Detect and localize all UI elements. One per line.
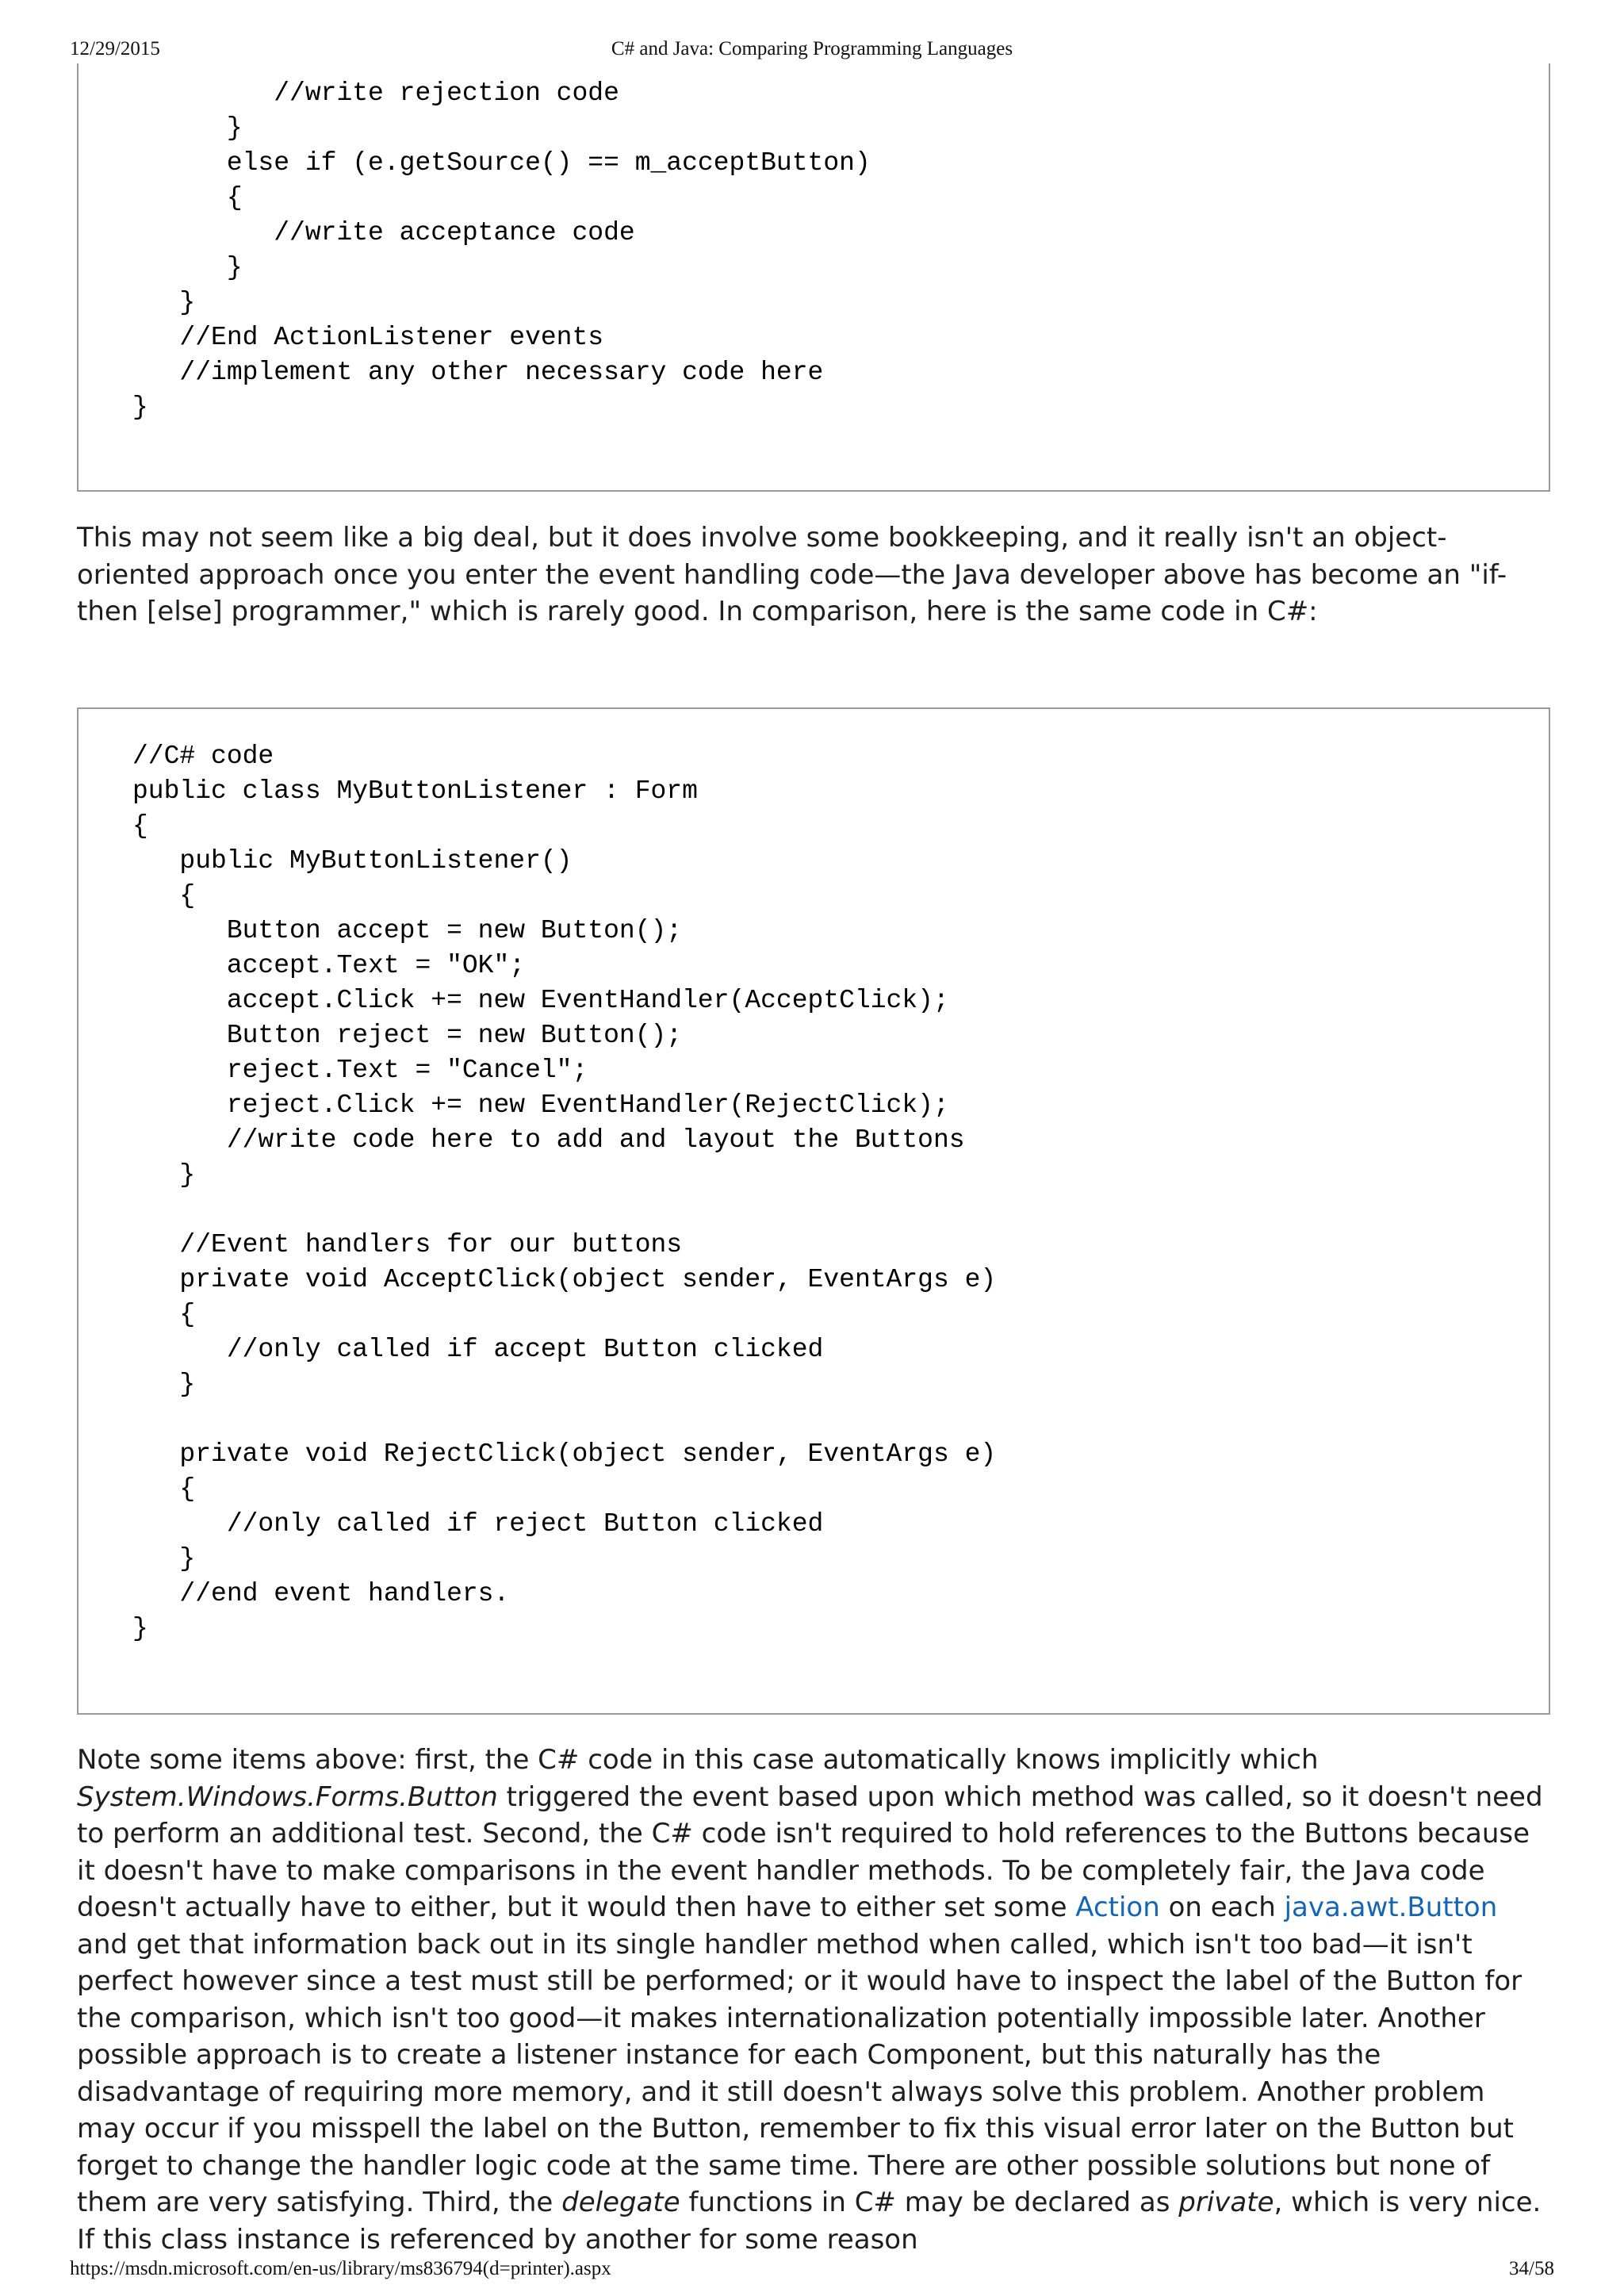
paragraph-text: and get that information back out in its single handler method when called, which isn't too bad—it isn't perfect however since a test must still be performed; or it would have to inspect the label of the Button for the comparison, which isn't too good—it makes internationalization potentially impossible later. Another possible approach is to create a listener instance for each Component, but this naturally has the disadvantage of requiring more memory, and it still doesn't always solve this problem. Another problem may occur if you misspell the label on the Button, remember to fix this visual error later on the Button but forget to change the handler logic code at the same time. There are other possible solutions but none of them are very satisfying. Third, the xyxy=(77,1928,1522,2218)
code-block-java-end xyxy=(77,63,1550,492)
paragraph-text: Note some items above: first, the C# code in this case automatically knows implicitly which xyxy=(77,1744,1319,1776)
page-number: 34/58 xyxy=(1509,2258,1554,2279)
emphasis-delegate: delegate xyxy=(561,2187,680,2218)
print-title: C# and Java: Comparing Programming Languages xyxy=(611,38,1013,59)
paragraph-text: functions in C# may be declared as xyxy=(680,2187,1179,2218)
paragraph-notes xyxy=(77,1742,1552,2258)
paragraph-comparison-intro: This may not seem like a big deal, but it does involve some bookkeeping, and it really isn't an object-oriented approach once you enter the event handling code—the Java developer above has become an "if-then [else] programmer," which is rarely good. In comparison, here is the same code in C#: xyxy=(77,522,1507,627)
code-text-2: //C# code public class MyButtonListener : Form { public MyButtonListener() { Button accept = new Button(); accept.Text = "OK"; accept.Click += new EventHandler(AcceptClick); Button reject = new Button(); reject.Text = "Cancel"; reject.Click += new EventHandler(RejectClick); //write code here to add and layout the Buttons } //Event handlers for our buttons private void AcceptClick(object sender, EventArgs e) { //only called if accept Button clicked } private void RejectClick(object sender, EventArgs e) { //only called if reject Button clicked } //end event handlers. } xyxy=(132,742,997,1643)
paragraph-text: on each xyxy=(1159,1892,1285,1923)
code-text-1: //write rejection code } else if (e.getSource() == m_acceptButton) { //write acceptance code } } //End ActionListener events //implement any other necessary code here } xyxy=(132,79,871,422)
link-action[interactable]: Action xyxy=(1075,1892,1160,1923)
emphasis-private: private xyxy=(1178,2187,1274,2218)
print-footer xyxy=(70,2258,1554,2290)
code-block-csharp xyxy=(77,707,1550,1715)
print-url: https://msdn.microsoft.com/en-us/library/ms836794(d=printer).aspx xyxy=(70,2258,611,2279)
paragraph-text: , which is very nice. If this class instance is referenced by another for some reason xyxy=(77,2187,1542,2256)
emphasis-button-class: System.Windows.Forms.Button xyxy=(77,1780,498,1813)
paragraph-text: triggered the event based upon which method was called, so it doesn't need to perform an additional test. Second, the C# code isn't required to hold references to the Buttons because it doesn't have to make comparisons in the event handler methods. To be completely fair, the Java code doesn't actually have to either, but it would then have to either set some xyxy=(77,1780,1543,1923)
link-java-awt-button[interactable]: java.awt.Button xyxy=(1284,1892,1498,1923)
print-date: 12/29/2015 xyxy=(70,38,160,59)
